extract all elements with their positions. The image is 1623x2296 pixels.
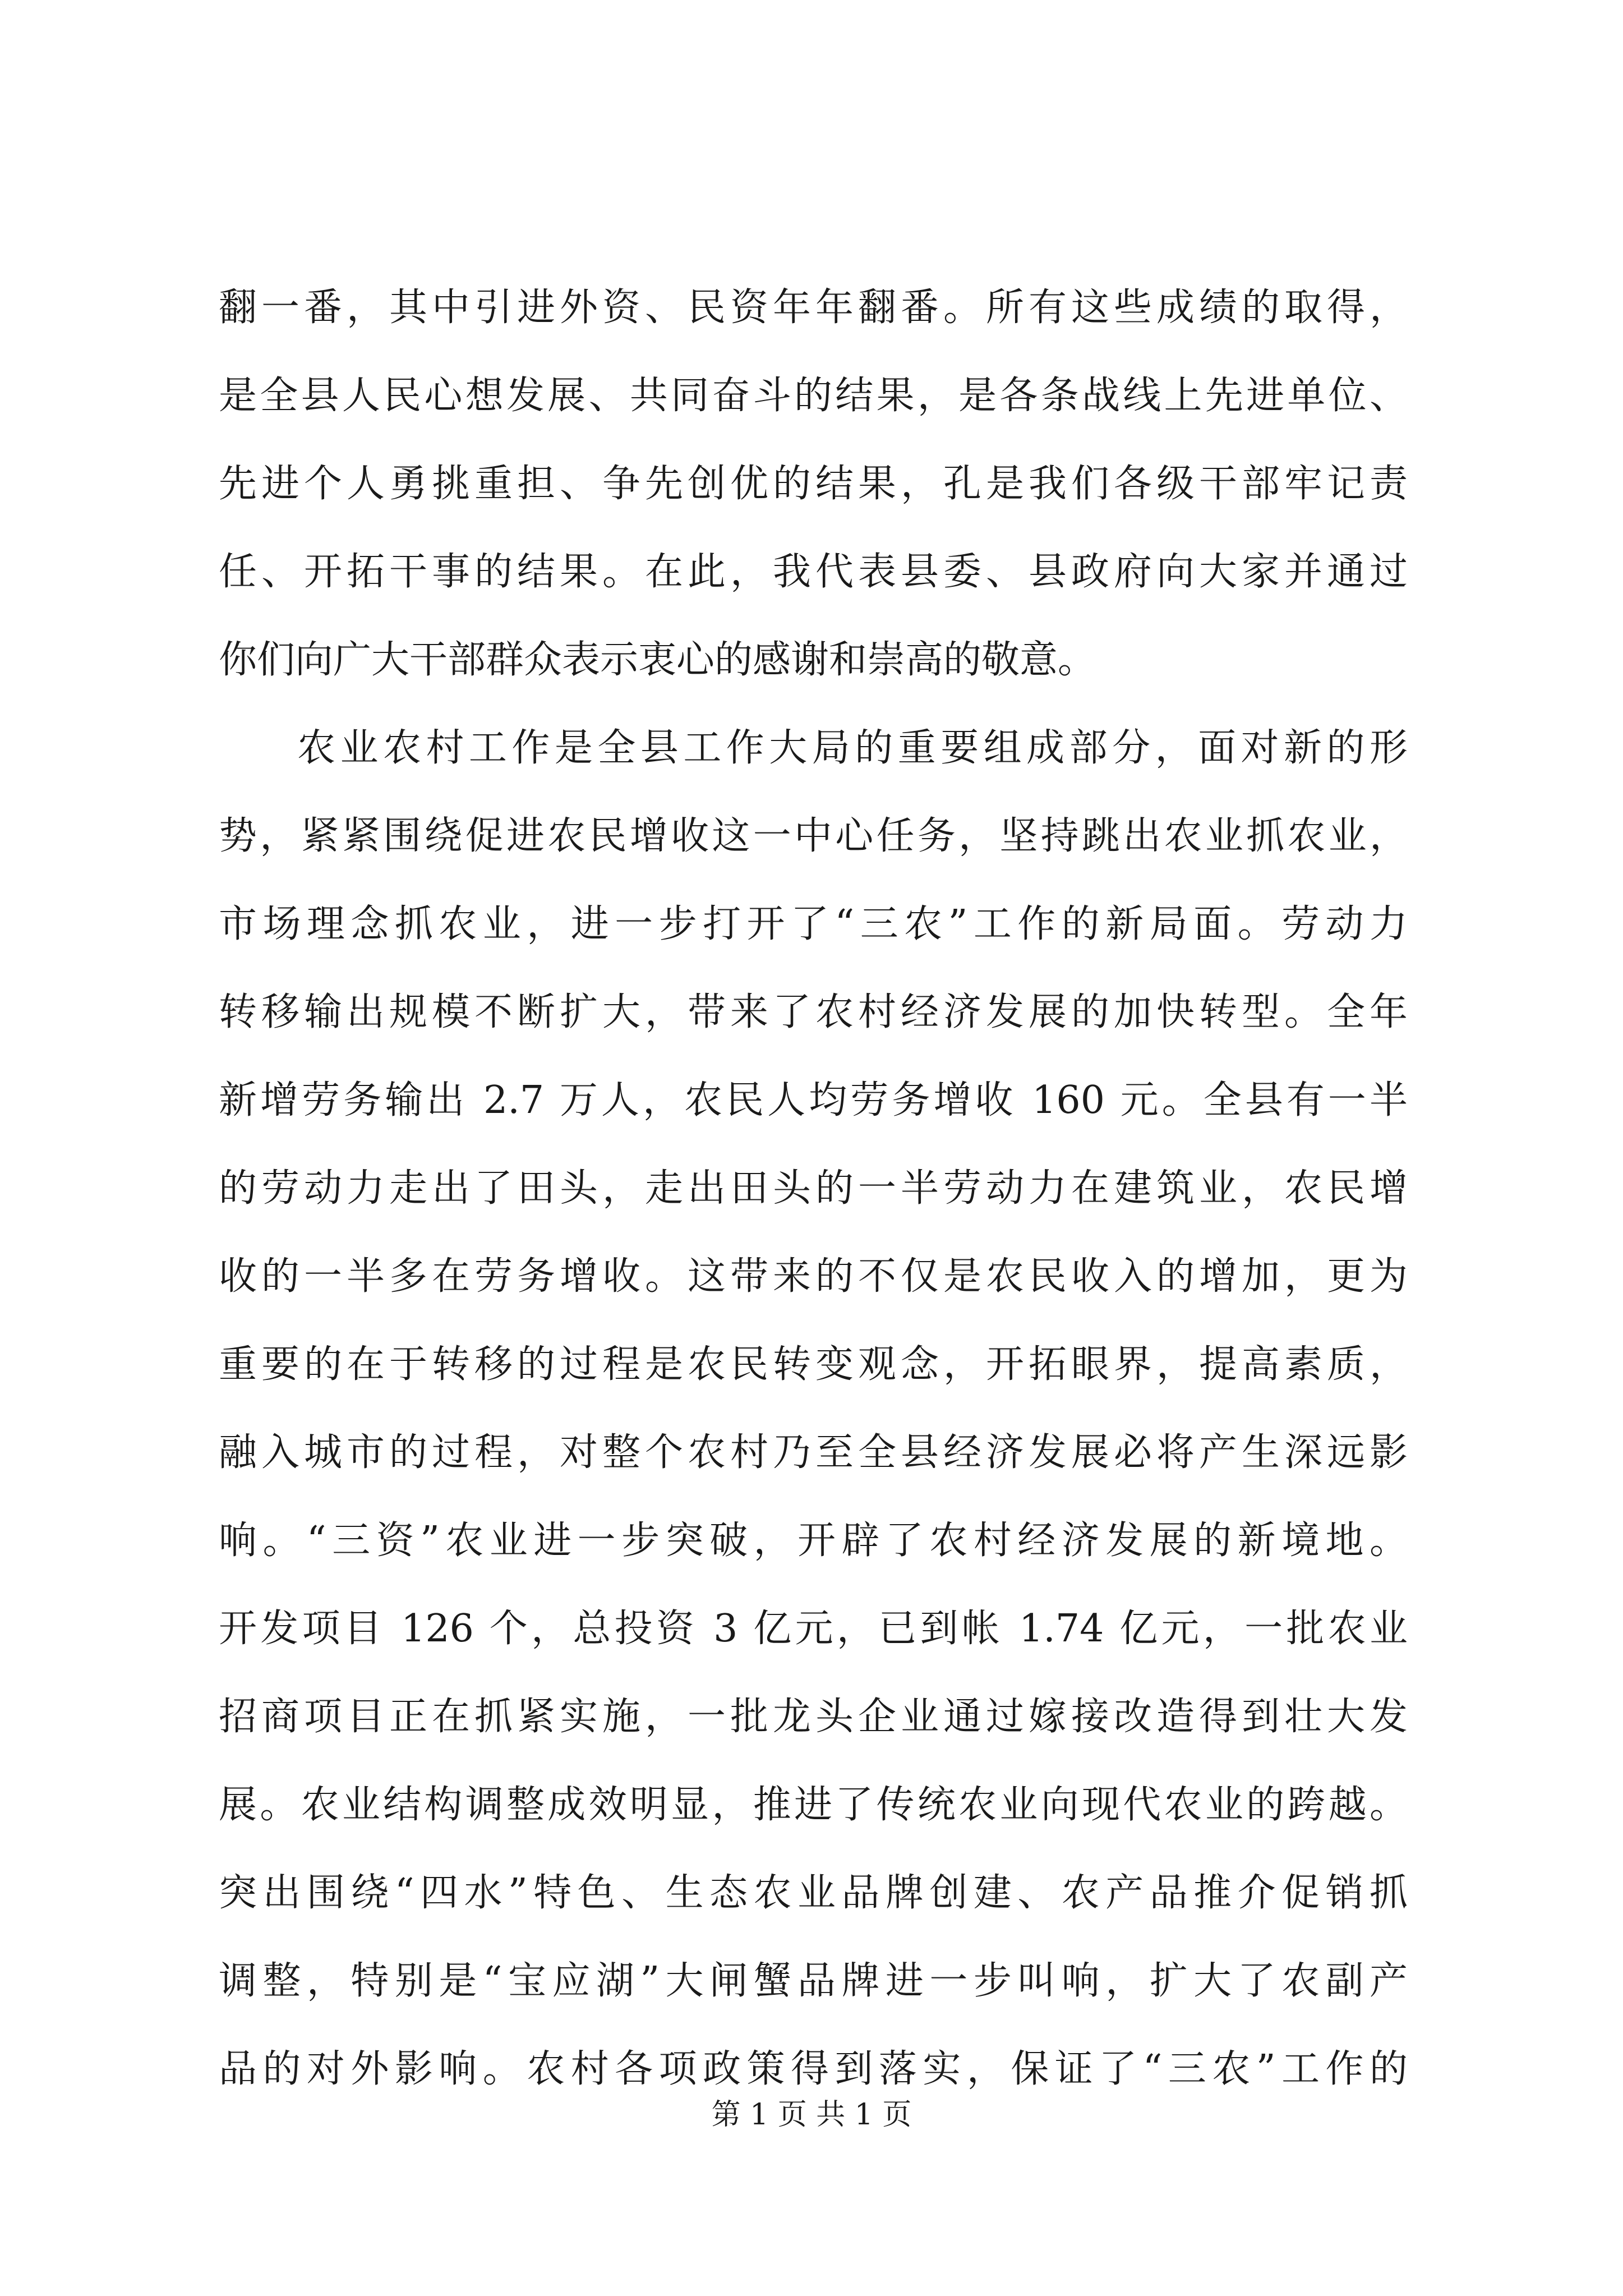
text-line: 你们向广大干部群众表示衷心的感谢和崇高的敬意。 bbox=[219, 638, 1096, 682]
text-line: 翻一番，其中引进外资、民资年年翻番。所有这些成绩的取得， bbox=[219, 286, 1408, 330]
text-line: 新增劳务输出 2.7 万人，农民人均劳务增收 160 元。全县有一半 bbox=[219, 1078, 1408, 1122]
text-line: 先进个人勇挑重担、争先创优的结果，孔是我们各级干部牢记责 bbox=[219, 462, 1408, 506]
text-line: 收的一半多在劳务增收。这带来的不仅是农民收入的增加，更为 bbox=[219, 1254, 1408, 1299]
text-line: 调整，特别是“宝应湖”大闸蟹品牌进一步叫响，扩大了农副产 bbox=[219, 1959, 1408, 2003]
text-line: 招商项目正在抓紧实施，一批龙头企业通过嫁接改造得到壮大发 bbox=[219, 1695, 1408, 1739]
paragraph-1 bbox=[219, 264, 1408, 704]
paragraph-2 bbox=[219, 704, 1408, 2113]
text-line: 市场理念抓农业，进一步打开了“三农”工作的新局面。劳动力 bbox=[219, 902, 1408, 946]
body-text bbox=[219, 264, 1408, 2113]
text-line: 农业农村工作是全县工作大局的重要组成部分，面对新的形 bbox=[297, 726, 1408, 770]
text-line: 任、开拓干事的结果。在此，我代表县委、县政府向大家并通过 bbox=[219, 550, 1408, 594]
text-line: 品的对外影响。农村各项政策得到落实，保证了“三农”工作的 bbox=[219, 2047, 1408, 2091]
text-line: 是全县人民心想发展、共同奋斗的结果，是各条战线上先进单位、 bbox=[219, 374, 1408, 418]
text-line: 融入城市的过程，对整个农村乃至全县经济发展必将产生深远影 bbox=[219, 1430, 1408, 1475]
text-line: 展。农业结构调整成效明显，推进了传统农业向现代农业的跨越。 bbox=[219, 1783, 1408, 1827]
text-line: 突出围绕“四水”特色、生态农业品牌创建、农产品推介促销抓 bbox=[219, 1871, 1408, 1915]
text-line: 重要的在于转移的过程是农民转变观念，开拓眼界，提高素质， bbox=[219, 1342, 1408, 1387]
text-line: 的劳动力走出了田头，走出田头的一半劳动力在建筑业，农民增 bbox=[219, 1166, 1408, 1211]
text-line: 转移输出规模不断扩大，带来了农村经济发展的加快转型。全年 bbox=[219, 990, 1408, 1034]
page-number-footer: 第 1 页 共 1 页 bbox=[711, 2098, 912, 2132]
text-line: 开发项目 126 个，总投资 3 亿元，已到帐 1.74 亿元，一批农业 bbox=[219, 1607, 1408, 1651]
text-line: 势，紧紧围绕促进农民增收这一中心任务，坚持跳出农业抓农业， bbox=[219, 814, 1408, 858]
text-line: 响。“三资”农业进一步突破，开辟了农村经济发展的新境地。 bbox=[219, 1519, 1408, 1563]
